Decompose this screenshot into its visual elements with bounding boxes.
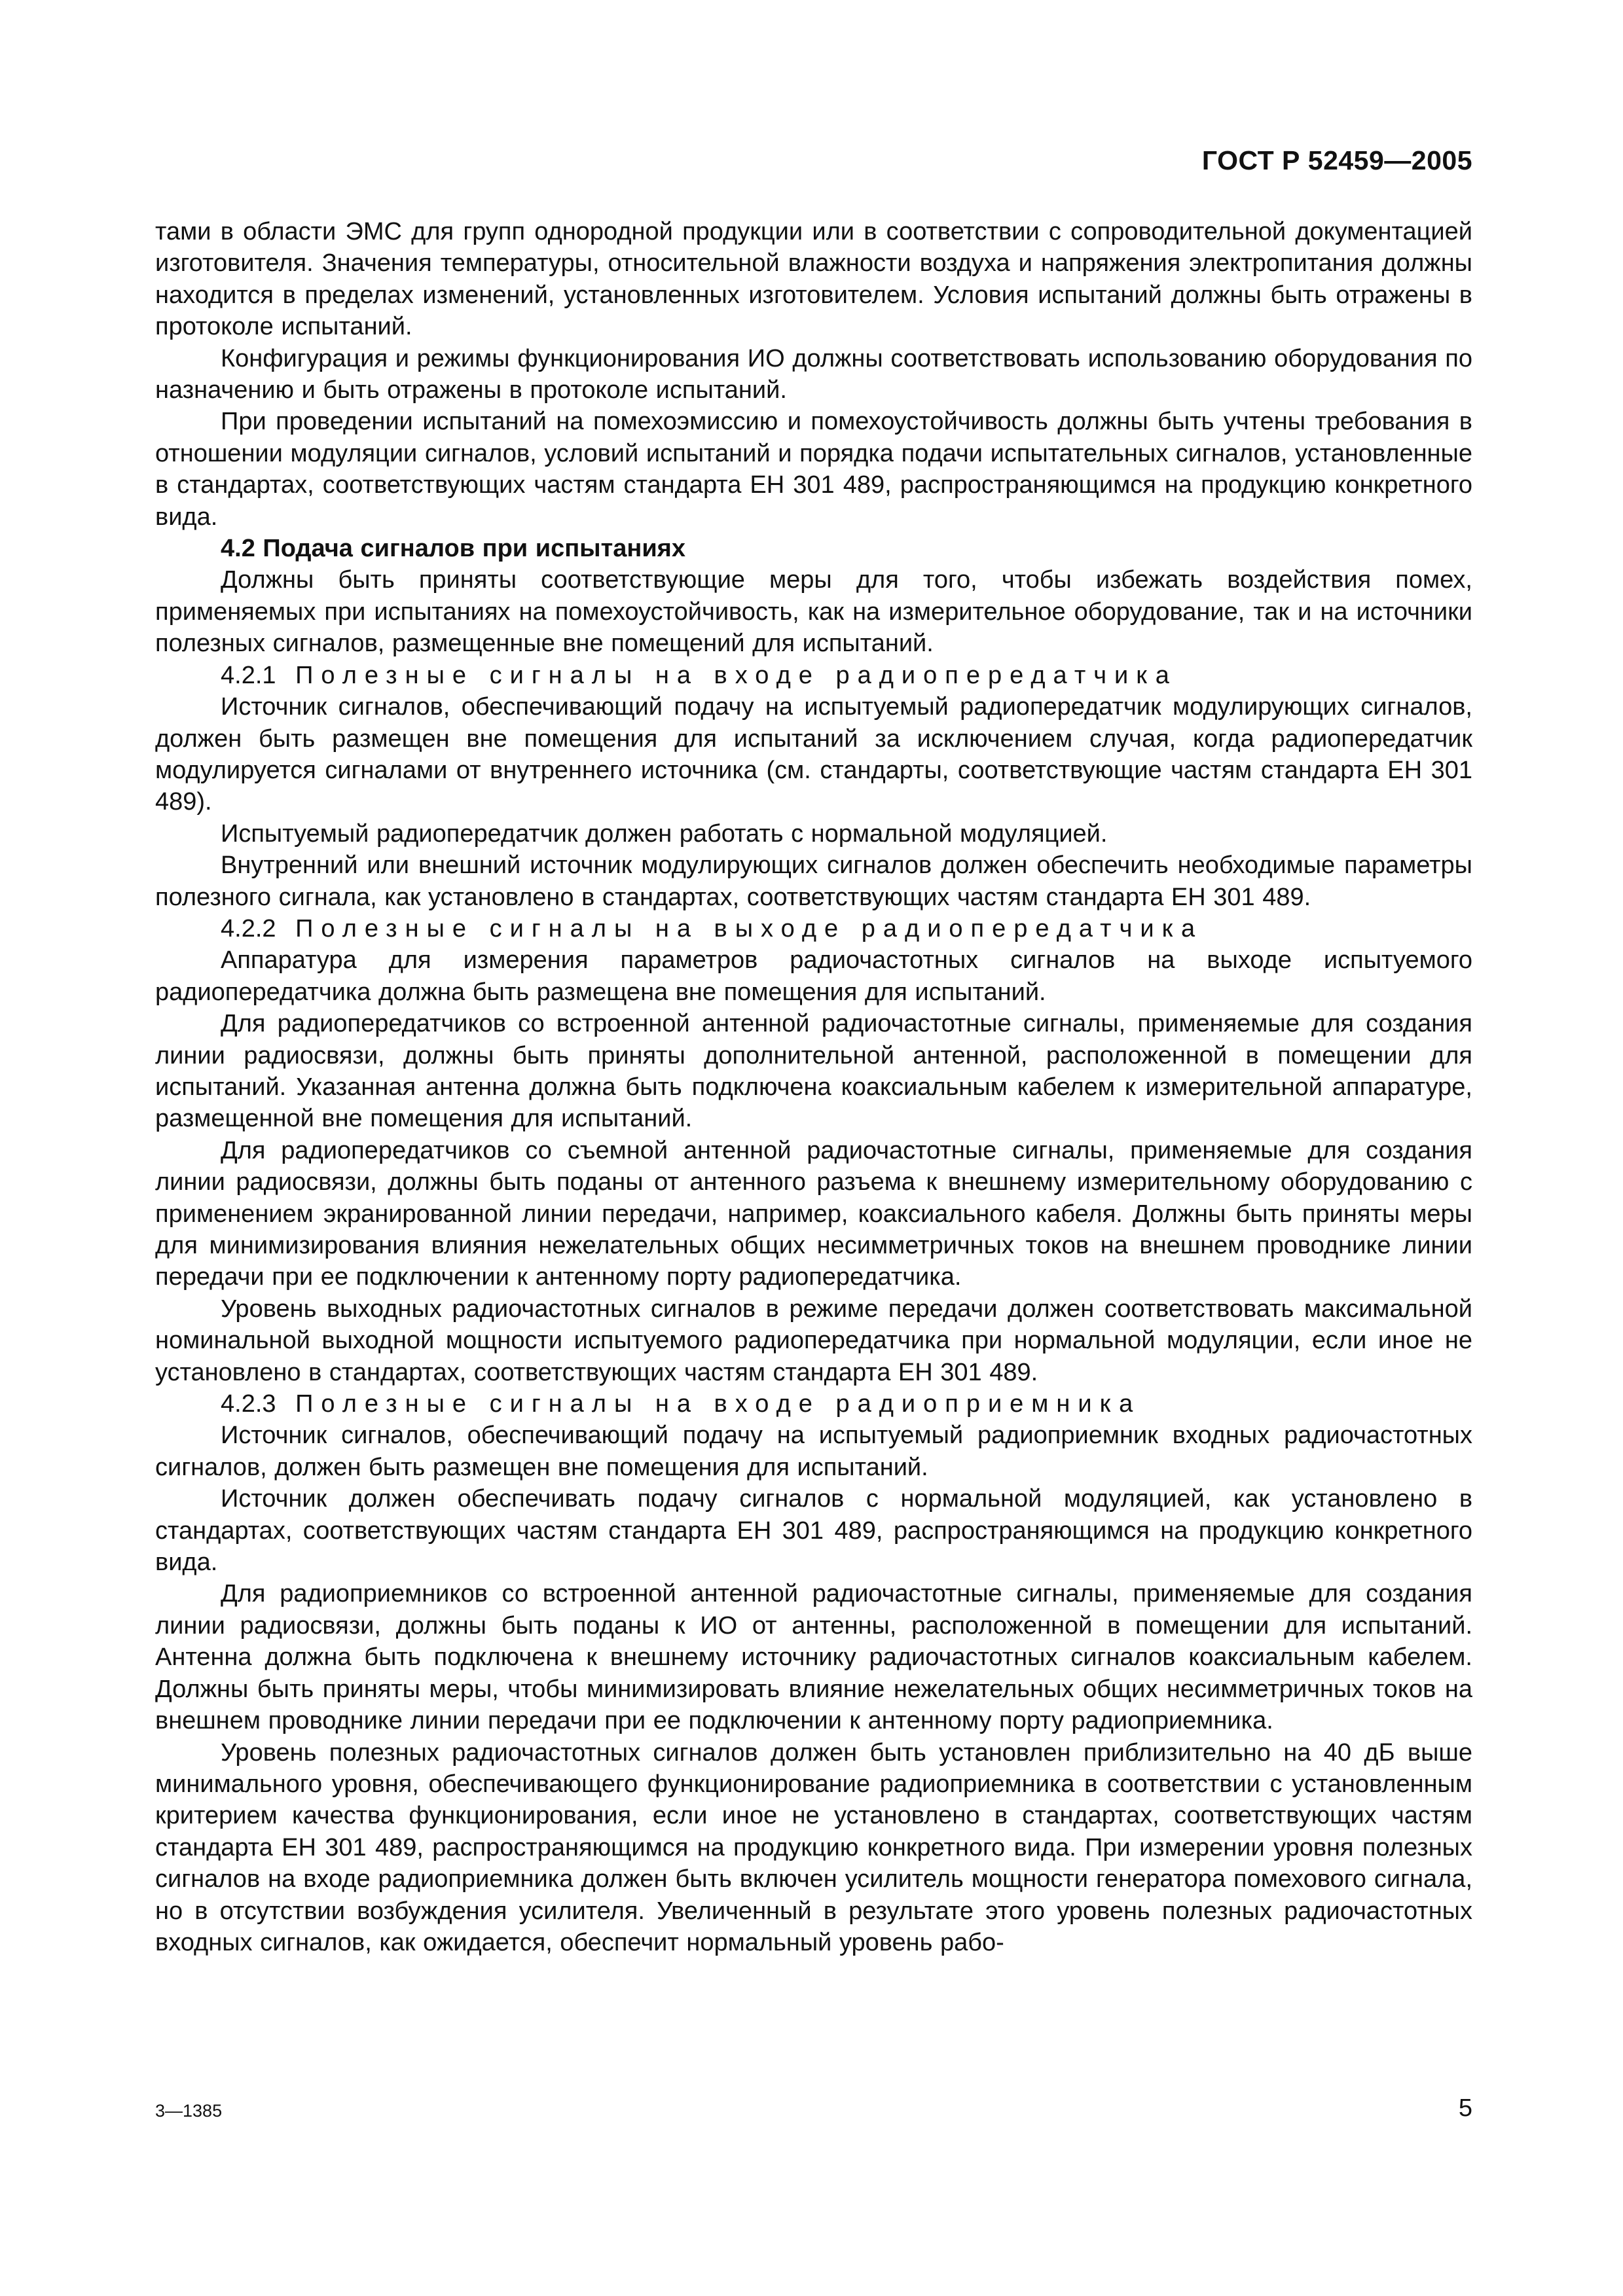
document-number: ГОСТ Р 52459—2005 — [1201, 145, 1472, 175]
paragraph: Конфигурация и режимы функционирования ИО должны соответствовать использованию оборудования по назначению и быть отражены в протоколе испытаний. — [155, 344, 1472, 404]
subsection-number: 4.2.1 — [221, 661, 276, 689]
paragraph: При проведении испытаний на помехоэмиссию и помехоустойчивость должны быть учтены требования в отношении модуляции сигналов, условий испытаний и порядка подачи испытательных сигналов, установленные в стандартах, соответствующих частям стандарта ЕН 301 489, распространяющимся на продукцию конкретного вида. — [155, 408, 1472, 531]
paragraph: Уровень выходных радиочастотных сигналов в режиме передачи должен соответствовать максимальной номинальной выходной мощности испытуемого радиопередатчика при нормальной модуляции, если иное не установлено в стандартах, соответствующих частям стандарта ЕН 301 489. — [155, 1295, 1472, 1386]
subsection-number: 4.2.2 — [221, 914, 276, 942]
subsection-title: Полезные сигналы на выходе радиопередатчика — [295, 914, 1203, 942]
subsection-heading-4-2-1 — [155, 660, 1472, 691]
paragraph: Для радиопередатчиков со встроенной антенной радиочастотные сигналы, применяемые для создания линии радиосвязи, должны быть приняты дополнительной антенной, расположенной в помещении для испытаний. Указанная антенна должна быть подключена коаксиальным кабелем к измерительной аппаратуре, размещенной вне помещения для испытаний. — [155, 1010, 1472, 1133]
paragraph: Внутренний или внешний источник модулирующих сигналов должен обеспечить необходимые параметры полезного сигнала, как установлено в стандартах, соответствующих частям стандарта ЕН 301 489. — [155, 852, 1472, 911]
subsection-heading-4-2-2 — [155, 913, 1472, 944]
subsection-number: 4.2.3 — [221, 1390, 276, 1418]
paragraph: Для радиопередатчиков со съемной антенной радиочастотные сигналы, применяемые для создания линии радиосвязи, должны быть поданы от антенного разъема к внешнему измерительному оборудованию с применением экранированной линии передачи, например, коаксиального кабеля. Должны быть приняты меры для минимизирования влияния нежелательных общих несимметричных токов на внешнем проводнике линии передачи при ее подключении к антенному порту радиопередатчика. — [155, 1136, 1472, 1291]
paragraph: Источник сигналов, обеспечивающий подачу на испытуемый радиопередатчик модулирующих сигналов, должен быть размещен вне помещения для испытаний за исключением случая, когда радиопередатчик модулируется сигналами от внутреннего источника (см. стандарты, соответствующие частям стандарта ЕН 301 489). — [155, 693, 1472, 816]
paragraph: Уровень полезных радиочастотных сигналов должен быть установлен приблизительно на 40 дБ выше минимального уровня, обеспечивающего функционирование радиоприемника в соответствии с установленным критерием качества функционирования, если иное не установлено в стандартах, соответствующих частям стандарта ЕН 301 489, распространяющимся на продукцию конкретного вида. При измерении уровня полезных сигналов на входе радиоприемника должен быть включен усилитель мощности генератора помехового сигнала, но в отсутствии возбуждения усилителя. Увеличенный в результате этого уровень полезных радиочастотных входных сигналов, как ожидается, обеспечит нормальный уровень рабо- — [155, 1738, 1472, 1956]
document-body — [155, 216, 1472, 1958]
subsection-title: Полезные сигналы на входе радиоприемника — [295, 1390, 1141, 1418]
paragraph: Должны быть приняты соответствующие меры для того, чтобы избежать воздействия помех, применяемых при испытаниях на помехоустойчивость, как на измерительное оборудование, так и на источники полезных сигналов, размещенные вне помещений для испытаний. — [155, 566, 1472, 658]
paragraph: Источник сигналов, обеспечивающий подачу на испытуемый радиоприемник входных радиочастотных сигналов, должен быть размещен вне помещения для испытаний. — [155, 1422, 1472, 1481]
paragraph: Для радиоприемников со встроенной антенной радиочастотные сигналы, применяемые для создания линии радиосвязи, должны быть поданы к ИО от антенны, расположенной в помещении для испытаний. Антенна должна быть подключена к внешнему источнику радиочастотных сигналов коаксиальным кабелем. Должны быть приняты меры, чтобы минимизировать влияние нежелательных общих несимметричных токов на внешнем проводнике линии передачи при ее подключении к антенному порту радиоприемника. — [155, 1580, 1472, 1735]
paragraph: тами в области ЭМС для групп однородной продукции или в соответствии с сопроводительной документацией изготовителя. Значения температуры, относительной влажности воздуха и напряжения электропитания должны находится в пределах изменений, установленных изготовителем. Условия испытаний должны быть отражены в протоколе испытаний. — [155, 218, 1472, 341]
paragraph: Испытуемый радиопередатчик должен работать с нормальной модуляцией. — [221, 819, 1108, 848]
section-heading-4-2: 4.2 Подача сигналов при испытаниях — [221, 535, 685, 563]
subsection-heading-4-2-3 — [155, 1388, 1472, 1420]
subsection-title: Полезные сигналы на входе радиопередатчика — [295, 661, 1177, 689]
print-code: 3—1385 — [155, 2101, 223, 2121]
page-number: 5 — [1458, 2094, 1472, 2122]
paragraph: Источник должен обеспечивать подачу сигналов с нормальной модуляцией, как установлено в стандартах, соответствующих частям стандарта ЕН 301 489, распространяющимся на продукцию конкретного вида. — [155, 1485, 1472, 1577]
paragraph: Аппаратура для измерения параметров радиочастотных сигналов на выходе испытуемого радиопередатчика должна быть размещена вне помещения для испытаний. — [155, 946, 1472, 1006]
